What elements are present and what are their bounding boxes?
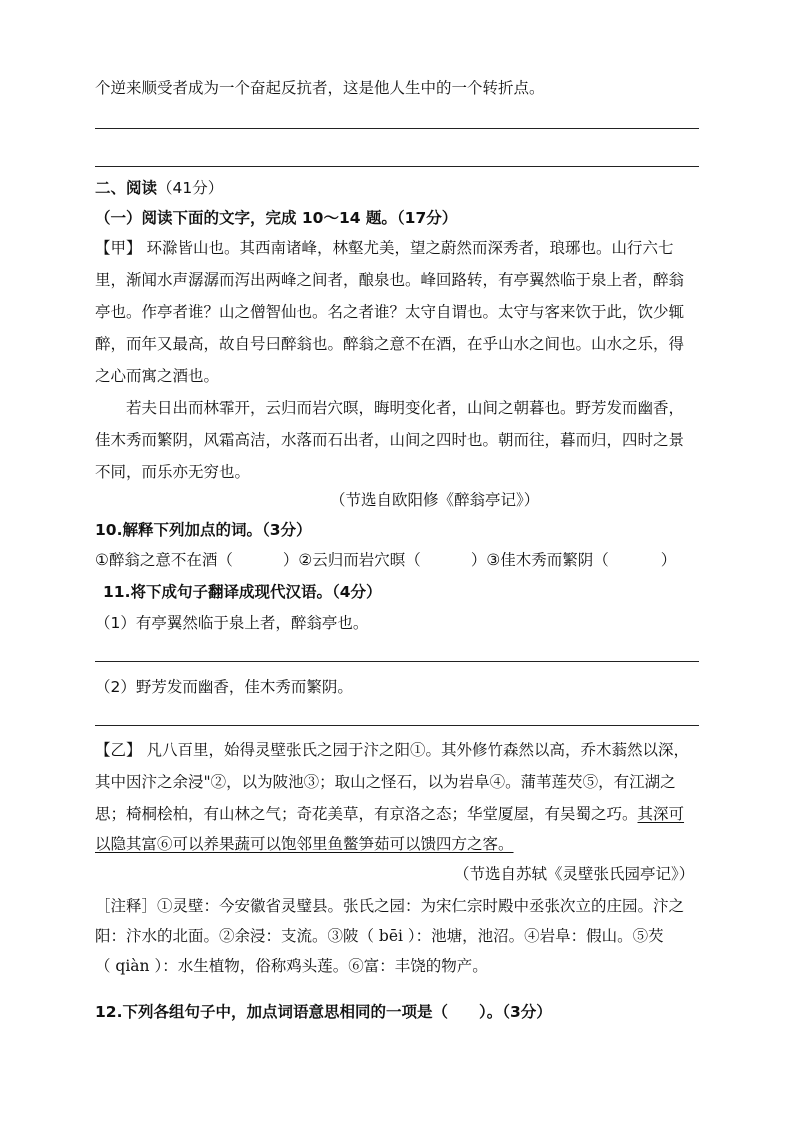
q10-stem: 10.解释下列加点的词。（3分） <box>95 521 312 539</box>
yi-source: （节选自苏轼《灵壁张氏园亭记》） <box>454 865 695 883</box>
q10-items: ①醉翁之意不在酒（ ）②云归而岩穴暝（ ）③佳木秀而繁阴（ ） <box>95 551 677 569</box>
q11-sentence-2: （2）野芳发而幽香，佳木秀而繁阴。 <box>95 678 353 696</box>
jia-line: 不同，而乐亦无穷也。 <box>95 463 251 481</box>
yi-line: 【乙】 凡八百里，始得灵壁张氏之园于汴之阳①。其外修竹森然以高，乔木蓊然以深， <box>95 741 689 759</box>
section-title: 二、阅读 <box>95 179 158 197</box>
section-score: （41分） <box>157 179 224 197</box>
answer-line <box>95 725 699 726</box>
jia-line: 佳木秀而繁阴，风霜高洁，水落而石出者，山间之四时也。朝而往，暮而归，四时之景 <box>95 431 685 449</box>
jia-line: 若夫日出而林霏开，云归而岩穴暝，晦明变化者，山间之朝暮也。野芳发而幽香， <box>126 399 685 417</box>
answer-line <box>95 128 699 129</box>
jia-label: 【甲】 <box>95 239 142 257</box>
q11-sentence-1: （1）有亭翼然临于泉上者，醉翁亭也。 <box>95 614 369 632</box>
yi-line: 思；椅桐桧柏，有山林之气；奇花美草，有京洛之态；华堂厦屋，有吴蜀之巧。其深可 <box>95 805 685 823</box>
jia-line: 里，渐闻水声潺潺而泻出两峰之间者，酿泉也。峰回路转，有亭翼然临于泉上者，醉翁 <box>95 271 685 289</box>
annotation-line: 阳：汴水的北面。②余浸：支流。③陂（ bēi ）：池塘，池沼。④岩阜：假山。⑤芡 <box>95 927 664 945</box>
intro-line: 个逆来顺受者成为一个奋起反抗者，这是他人生中的一个转折点。 <box>95 79 545 97</box>
q12-stem: 12.下列各组句子中，加点词语意思相同的一项是（ ）。（3分） <box>95 1003 552 1021</box>
annotation-line: ［注释］①灵壁：今安徽省灵璧县。张氏之园：为宋仁宗时殿中丞张次立的庄园。汴之 <box>95 897 685 915</box>
section-heading <box>95 178 223 198</box>
jia-line: 醉，而年又最高，故自号曰醉翁也。醉翁之意不在酒，在乎山水之间也。山水之乐，得 <box>95 335 685 353</box>
underlined-sentence: 以隐其富⑥可以养果蔬可以饱邻里鱼鳖笋茹可以馈四方之客。 <box>95 835 514 853</box>
jia-line: 【甲】 环滁皆山也。其西南诸峰，林壑尤美，望之蔚然而深秀者，琅琊也。山行六七 <box>95 239 674 257</box>
part-heading: （一）阅读下面的文字，完成 10～14 题。（17分） <box>95 209 458 227</box>
jia-line: 之心而寓之酒也。 <box>95 367 220 385</box>
jia-line: 亭也。作亭者谁？山之僧智仙也。名之者谁？太守自谓也。太守与客来饮于此，饮少辄 <box>95 303 685 321</box>
yi-label: 【乙】 <box>95 741 142 759</box>
yi-line: 其中因汴之余浸"②，以为陂池③；取山之怪石，以为岩阜④。蒲苇莲芡⑤，有江湖之 <box>95 773 676 791</box>
underlined-sentence: 其深可 <box>637 805 685 823</box>
annotation-line: （ qiàn ）：水生植物，俗称鸡头莲。⑥富：丰饶的物产。 <box>95 957 488 975</box>
answer-line <box>95 661 699 662</box>
jia-source: （节选自欧阳修《醉翁亭记》） <box>330 491 540 509</box>
q11-stem: 11.将下成句子翻译成现代汉语。（4分） <box>103 583 382 601</box>
answer-line <box>95 166 699 167</box>
